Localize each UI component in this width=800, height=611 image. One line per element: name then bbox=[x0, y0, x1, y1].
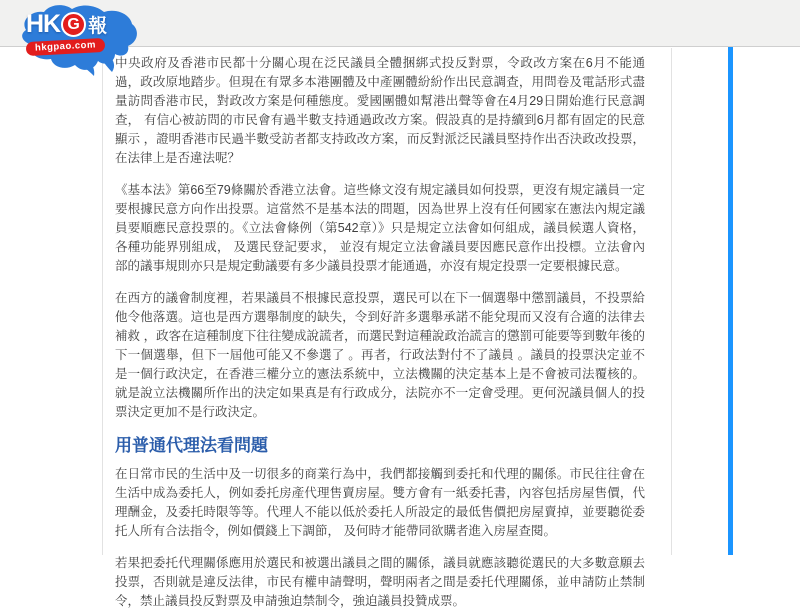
logo-wordmark bbox=[26, 10, 136, 39]
logo-domain-ribbon: hkgpao.com bbox=[26, 38, 106, 56]
logo-hk-letters: HK bbox=[26, 10, 61, 38]
article-paragraph: 若果把委托代理關係應用於選民和被選出議員之間的關係，議員就應該聽從選民的大多數意願去投票，否則就是違反法律，市民有權申請聲明，聲明兩者之間是委托代理關係，並申請防止禁制令，禁止議員投反對票及申請強迫禁制令，強迫議員投贊成票。 bbox=[115, 556, 645, 608]
article-paragraph: 中央政府及香港市民都十分關心現在泛民議員全體捆綁式投反對票，令政改方案在6月不能通過，政改原地踏步。但現在有眾多本港團體及中產團體紛紛作出民意調查，用問卷及電話形式盡量訪問香港市民，對政改方案是何種態度。愛國團體如幫港出聲等會在4月29日開始進行民意調查， 有信心被訪問的市民會有過半數支持通過政改方案。假設真的是持續到6月都有固定的民意顯示 ，證明香港市民過半數受訪者都支持政改方案，而反對派泛民議員堅持作出否決政改投票，在法律上是否違法呢？ bbox=[115, 56, 645, 165]
article-paragraph: 在日常市民的生活中及一切很多的商業行為中，我們都接觸到委托和代理的關係。市民往往會在生活中成為委托人，例如委托房產代理售賣房屋。雙方會有一紙委托書，內容包括房屋售價，代理酬金，及委托時限等等。代理人不能以低於委托人所設定的最低售價把房屋賣掉，並要聽從委托人所有合法指令，例如價錢上下調節， 及何時才能帶同欲購者進入房屋查閱。 bbox=[115, 467, 645, 538]
site-logo[interactable] bbox=[12, 0, 148, 76]
article-paragraph: 在西方的議會制度裡，若果議員不根據民意投票，選民可以在下一個選舉中懲罰議員，不投票給他令他落選。這也是西方選舉制度的缺失，令到好許多選舉承諾不能兌現而又沒有合適的法律去補救 ，政客在這種制度下往往變成說謊者，而選民對這種說政治謊言的懲罰可能要等到數年後的下一個選舉，但下一屆他可能又不參選了 。再者，行政法對付不了議員 。議員的投票決定並不是一個行政決定，在香港三權分立的憲法系統中，立法機關的決定基本上是不會被司法覆核的。就是說立法機關所作出的決定如果真是有行政成分，法院亦不一定會受理。更何況議員個人的投票決定更加不是行政決定。 bbox=[115, 291, 645, 419]
logo-bao-character: 報 bbox=[88, 16, 108, 37]
logo-g-ball-icon: G bbox=[61, 12, 86, 37]
blue-accent-line bbox=[728, 47, 733, 555]
article-content bbox=[102, 48, 672, 608]
article-paragraph: 《基本法》第66至79條關於香港立法會。這些條文沒有規定議員如何投票，更沒有規定議員一定要根據民意方向作出投票。這當然不是基本法的問題，因為世界上沒有任何國家在憲法內規定議員要順應民意投票的。《立法會條例（第542章）》只是規定立法會如何組成，議員候選人資格，各種功能界別組成， 及選民登記要求， 並沒有規定立法會議員要因應民意作出投標。立法會內部的議事規則亦只是規定動議要有多少議員投票才能通過，亦沒有規定投票一定要根據民意。 bbox=[115, 183, 645, 273]
article-section-heading: 用普通代理法看問題 bbox=[115, 436, 268, 455]
